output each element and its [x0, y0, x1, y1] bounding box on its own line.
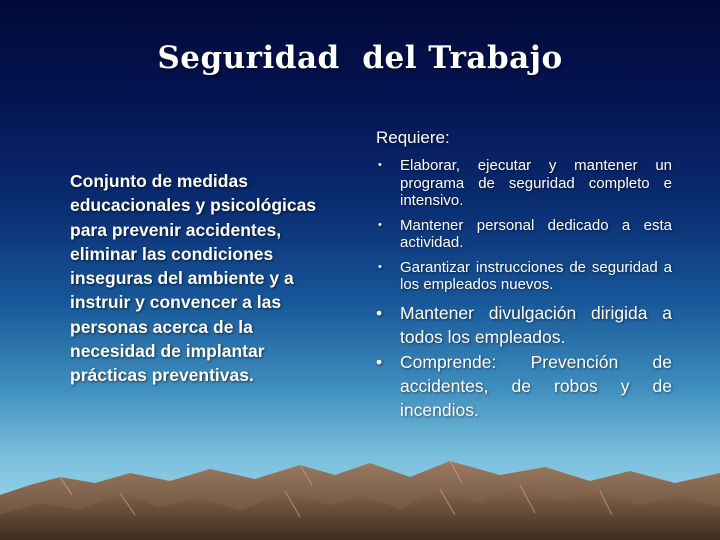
list-item-text: Mantener personal dedicado a esta actividad.: [400, 216, 672, 251]
requirements-sub-list: [376, 157, 672, 294]
list-item-text: Elaborar, ejecutar y mantener un programa de seguridad completo e intensivo.: [400, 157, 672, 209]
bullet-icon: •: [376, 351, 383, 372]
slide-title: Seguridad del Trabajo: [157, 40, 563, 76]
definition-text: Conjunto de medidas educacionales y psicológicas para prevenir accidentes, eliminar las condiciones inseguras del ambiente y a instruir y convencer a las personas acerca de la necesidad de implantar prácticas preventivas.: [70, 171, 317, 386]
list-item: [376, 217, 672, 252]
list-item-text: Mantener divulgación dirigida a todos los empleados.: [400, 302, 672, 347]
list-item-text: Garantizar instrucciones de seguridad a los empleados nuevos.: [400, 258, 672, 293]
list-item: [376, 301, 672, 349]
mountain-range-decoration: [0, 455, 720, 540]
requirements-main-list: [376, 301, 672, 422]
bullet-icon: •: [378, 159, 382, 171]
requirements-column: [376, 127, 672, 423]
bullet-icon: •: [378, 218, 382, 231]
list-item: [376, 350, 672, 422]
bullet-icon: •: [378, 260, 382, 273]
list-item: [376, 157, 672, 210]
requirements-heading: Requiere:: [376, 128, 450, 147]
list-item-text: Comprende: Prevención de accidentes, de robos y de incendios.: [400, 351, 672, 420]
bullet-icon: •: [376, 302, 383, 323]
list-item: [376, 259, 672, 294]
